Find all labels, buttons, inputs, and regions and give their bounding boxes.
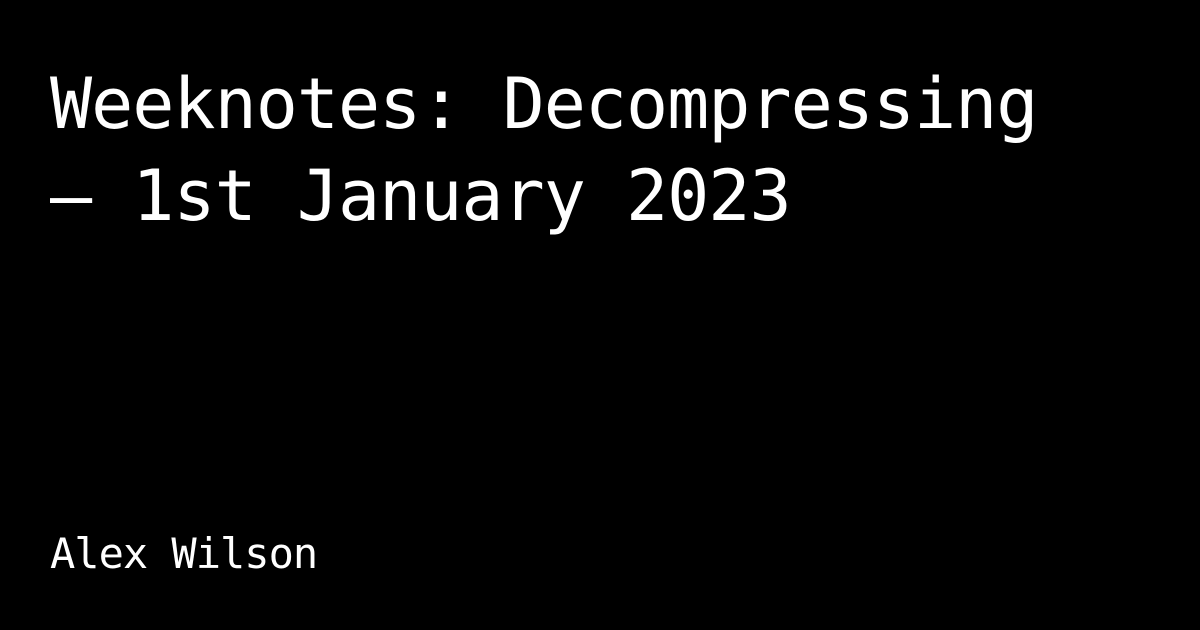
post-title	[50, 58, 1160, 242]
author-name: Alex Wilson	[50, 529, 318, 578]
post-title-line-1: Weeknotes: Decompressing	[50, 63, 1038, 145]
post-title-line-2: — 1st January 2023	[50, 155, 791, 237]
